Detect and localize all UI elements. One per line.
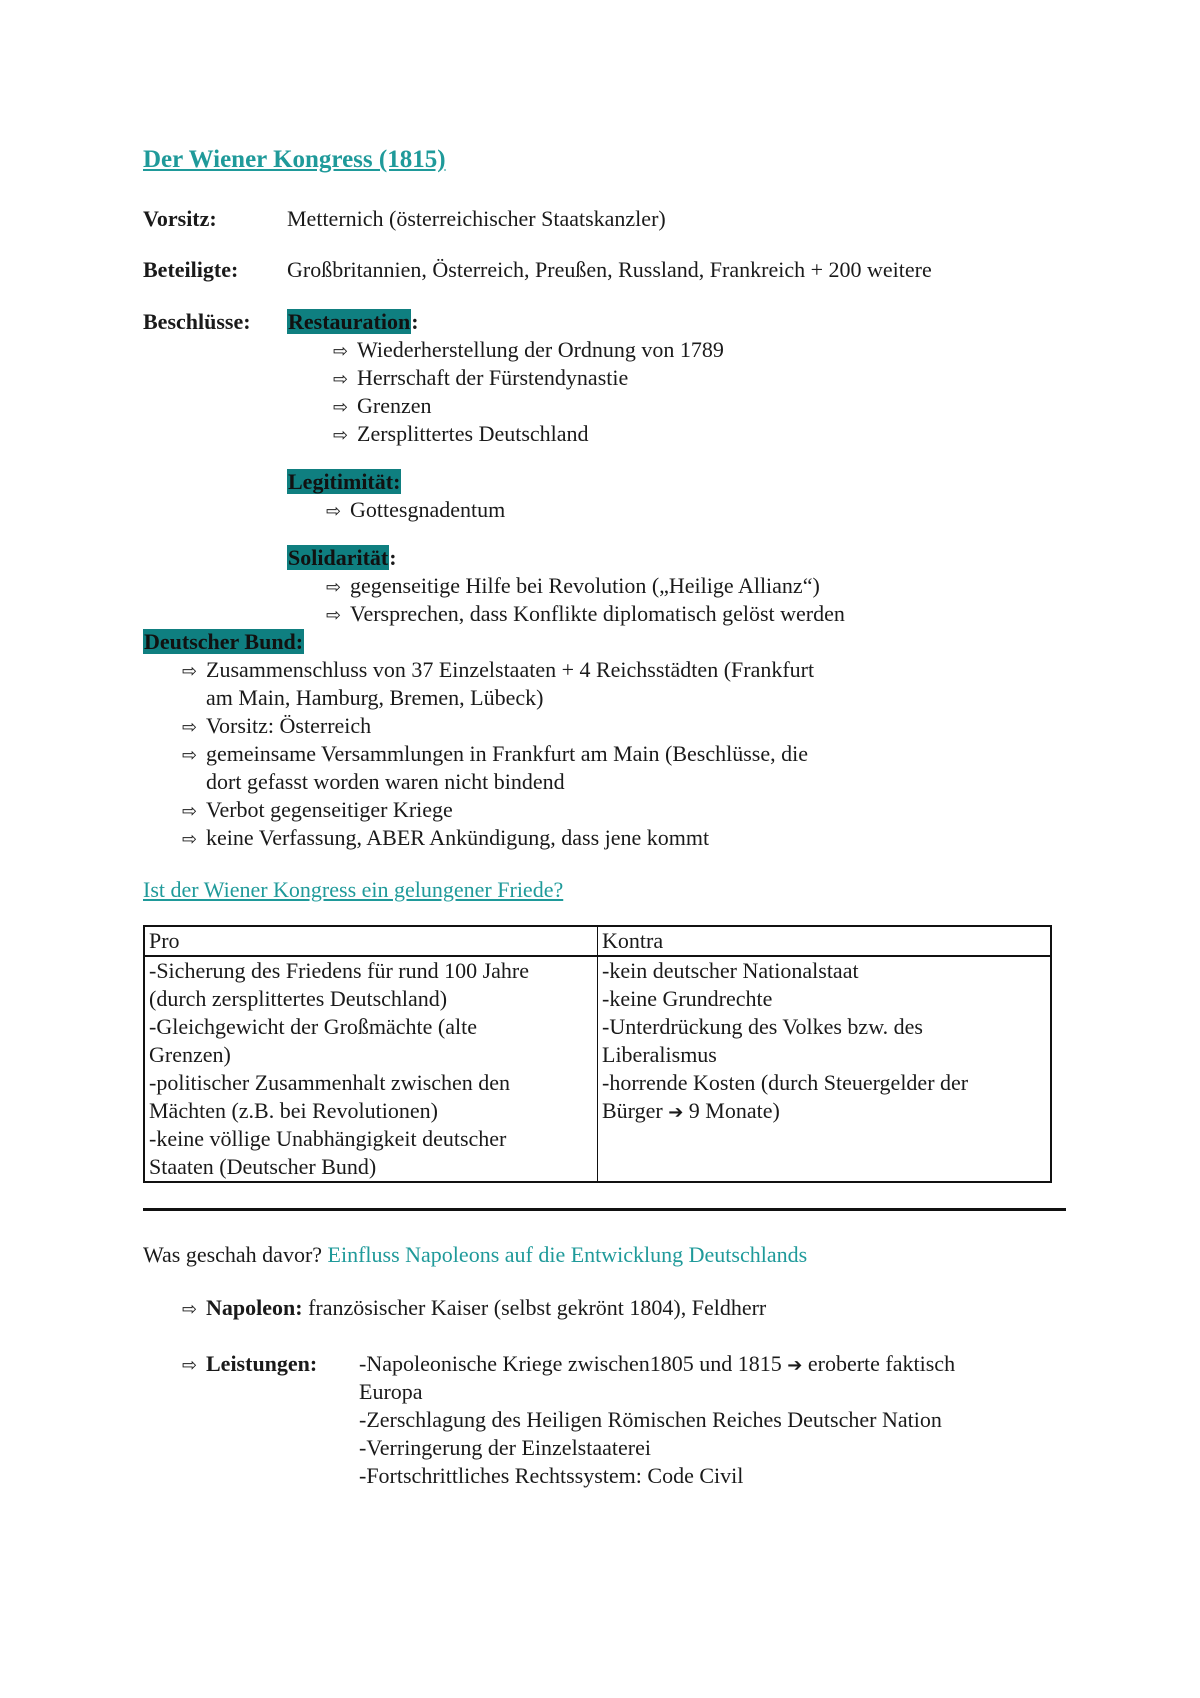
vorsitz-label: Vorsitz: bbox=[143, 206, 217, 231]
leistungen-line: -Fortschrittliches Rechtssystem: Code Civil bbox=[359, 1463, 744, 1488]
pro-cell: -Sicherung des Friedens für rund 100 Jahre (durch zersplittertes Deutschland) -Gleichgewicht der Großmächte (alte Grenzen) -politischer Zusammenhalt zwischen den Mächten (z.B. bei Revolutionen) -keine völlige Unabhängigkeit deutscher Staaten (Deutscher Bund) bbox=[144, 956, 598, 1182]
arrow-right-icon: ⇨ bbox=[326, 577, 342, 598]
list-item: ⇨ Vorsitz: Österreich bbox=[182, 712, 371, 742]
legitimitaet-heading bbox=[287, 468, 401, 496]
list-item: ⇨ keine Verfassung, ABER Ankündigung, dass jene kommt bbox=[182, 824, 709, 854]
bold-arrow-right-icon: ➔ bbox=[668, 1102, 684, 1123]
list-item: ⇨ Zusammenschluss von 37 Einzelstaaten + 4 Reichsstädten (Frankfurt bbox=[182, 656, 814, 686]
section-divider bbox=[143, 1208, 1066, 1211]
list-item: ⇨ gemeinsame Versammlungen in Frankfurt am Main (Beschlüsse, die bbox=[182, 740, 808, 770]
arrow-right-icon: ⇨ bbox=[182, 801, 198, 822]
arrow-right-icon: ⇨ bbox=[182, 1299, 198, 1320]
question-link[interactable]: Ist der Wiener Kongress ein gelungener Friede? bbox=[143, 877, 564, 902]
restauration-highlight: Restauration bbox=[288, 309, 411, 334]
pro-header: Pro bbox=[144, 926, 598, 956]
arrow-right-icon: ⇨ bbox=[333, 369, 349, 390]
list-item: ⇨ gegenseitige Hilfe bei Revolution („Heilige Allianz“) bbox=[326, 572, 820, 602]
arrow-right-icon: ⇨ bbox=[182, 745, 198, 766]
list-item-continuation: am Main, Hamburg, Bremen, Lübeck) bbox=[206, 685, 544, 710]
leistungen-line: Europa bbox=[359, 1379, 423, 1404]
list-item: ⇨ Napoleon: französischer Kaiser (selbst gekrönt 1804), Feldherr bbox=[182, 1294, 766, 1324]
arrow-right-icon: ⇨ bbox=[326, 501, 342, 522]
list-item: ⇨ Verbot gegenseitiger Kriege bbox=[182, 796, 453, 826]
davor-line: Was geschah davor? Einfluss Napoleons auf die Entwicklung Deutschlands bbox=[143, 1242, 808, 1267]
list-item: ⇨ Zersplittertes Deutschland bbox=[333, 420, 589, 450]
leistungen-line: -Verringerung der Einzelstaaterei bbox=[359, 1435, 651, 1460]
beschluesse-label: Beschlüsse: bbox=[143, 309, 251, 334]
pro-kontra-table bbox=[143, 925, 1052, 1183]
arrow-right-icon: ⇨ bbox=[182, 1355, 198, 1376]
arrow-right-icon: ⇨ bbox=[182, 661, 198, 682]
arrow-right-icon: ⇨ bbox=[182, 829, 198, 850]
arrow-right-icon: ⇨ bbox=[333, 341, 349, 362]
vorsitz-value: Metternich (österreichischer Staatskanzler) bbox=[287, 206, 666, 231]
legitimitaet-highlight: Legitimität: bbox=[288, 469, 401, 494]
deutscher-bund-highlight: Deutscher Bund: bbox=[144, 629, 304, 654]
solidaritaet-heading: Solidarität: bbox=[288, 545, 397, 570]
kontra-header: Kontra bbox=[598, 926, 1052, 956]
arrow-right-icon: ⇨ bbox=[182, 717, 198, 738]
table-row bbox=[144, 956, 1051, 1182]
kontra-cell: -kein deutscher Nationalstaat -keine Grundrechte -Unterdrückung des Volkes bzw. des Liberalismus -horrende Kosten (durch Steuergelder der Bürger ➔ 9 Monate) bbox=[598, 956, 1052, 1182]
list-item: ⇨ Versprechen, dass Konflikte diplomatisch gelöst werden bbox=[326, 600, 845, 630]
list-item-continuation: dort gefasst worden waren nicht bindend bbox=[206, 769, 565, 794]
solidaritaet-highlight: Solidarität bbox=[288, 545, 389, 570]
deutscher-bund-heading bbox=[143, 628, 304, 656]
arrow-right-icon: ⇨ bbox=[333, 425, 349, 446]
list-item: ⇨ Grenzen bbox=[333, 392, 432, 422]
restauration-heading: Restauration: bbox=[288, 309, 419, 334]
list-item: ⇨ Wiederherstellung der Ordnung von 1789 bbox=[333, 336, 724, 366]
davor-link: Einfluss Napoleons auf die Entwicklung Deutschlands bbox=[327, 1242, 808, 1267]
list-item: ⇨ Herrschaft der Fürstendynastie bbox=[333, 364, 628, 394]
arrow-right-icon: ⇨ bbox=[333, 397, 349, 418]
list-item: ⇨ Leistungen: bbox=[182, 1350, 317, 1380]
beteiligte-value: Großbritannien, Österreich, Preußen, Russland, Frankreich + 200 weitere bbox=[287, 257, 932, 282]
beteiligte-label: Beteiligte: bbox=[143, 257, 239, 282]
table-header-row bbox=[144, 926, 1051, 956]
document-title: Der Wiener Kongress (1815) bbox=[143, 146, 446, 173]
bold-arrow-right-icon: ➔ bbox=[787, 1355, 803, 1376]
arrow-right-icon: ⇨ bbox=[326, 605, 342, 626]
leistungen-line: -Zerschlagung des Heiligen Römischen Reiches Deutscher Nation bbox=[359, 1407, 942, 1432]
list-item: ⇨ Gottesgnadentum bbox=[326, 496, 505, 526]
leistungen-line: -Napoleonische Kriege zwischen1805 und 1815 ➔ eroberte faktisch bbox=[359, 1351, 956, 1376]
